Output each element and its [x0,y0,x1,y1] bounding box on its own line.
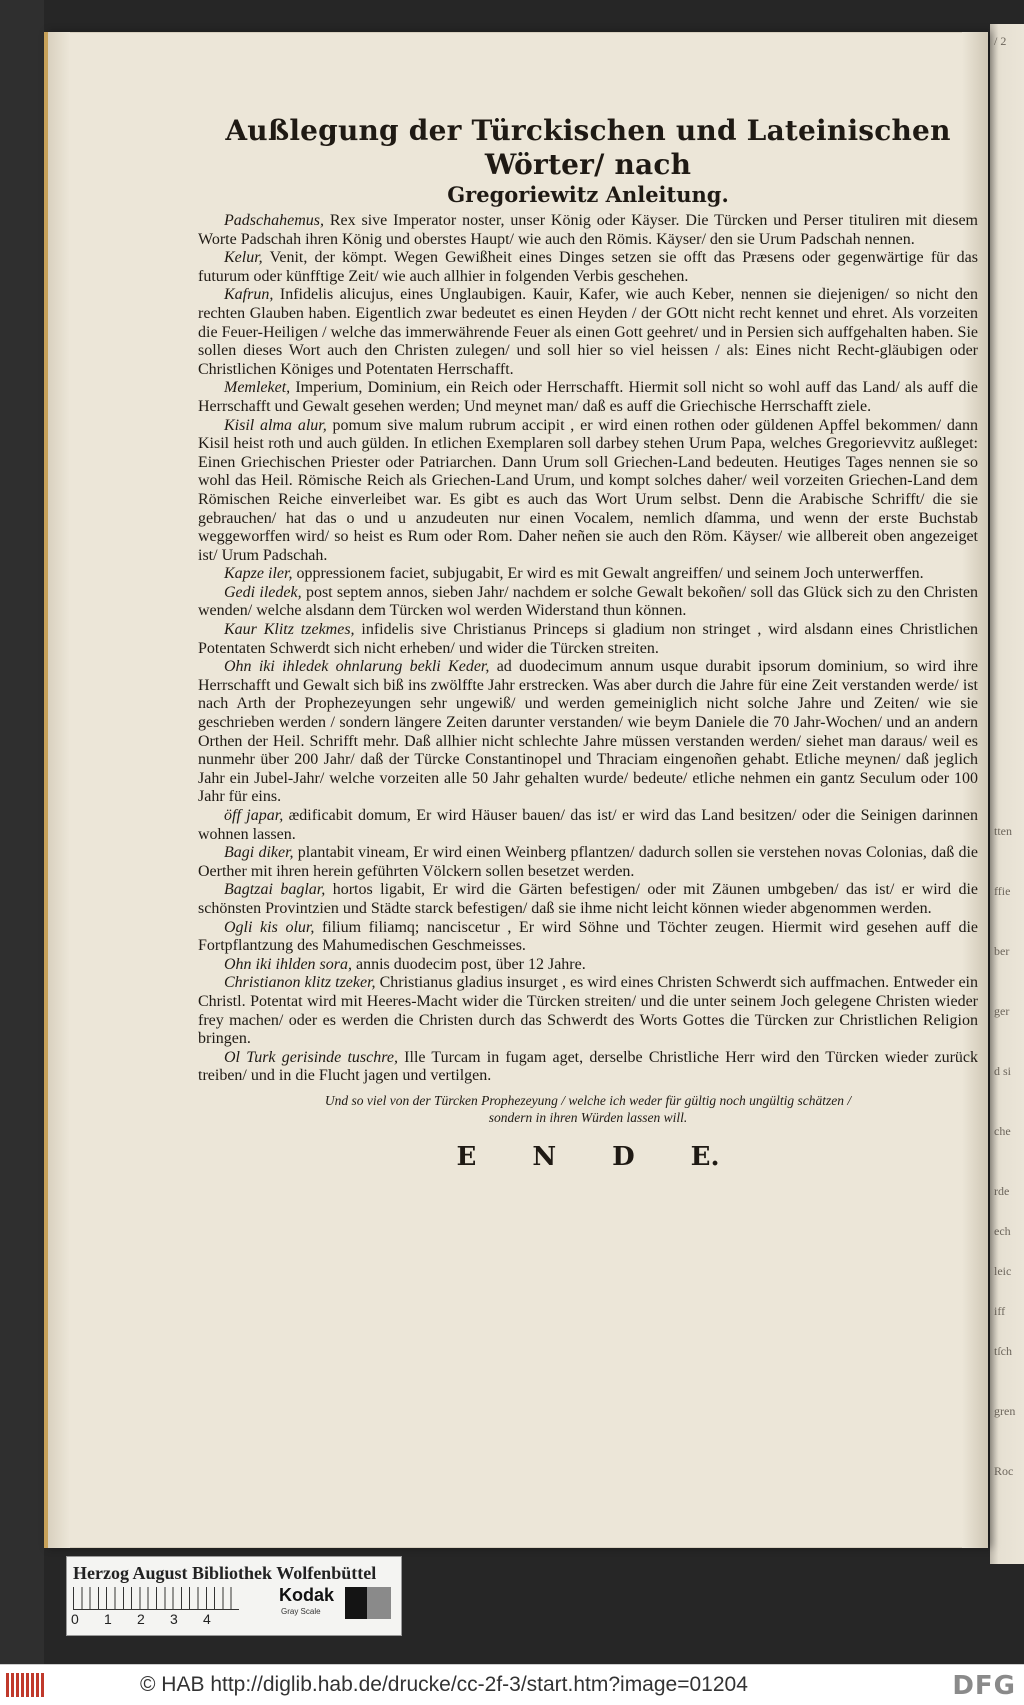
finis-letter: N [532,1141,557,1172]
glossary-term: Kapze iler, [224,565,293,583]
glossary-entry [198,658,978,807]
glossary-term: Memleket, [224,379,291,397]
glossary-entry [198,844,978,881]
glossary-term: Kisil alma alur, [224,416,327,434]
facing-fragment: ber [994,944,1010,958]
glossary-term: Ol Turk gerisinde tuschre, [224,1048,398,1066]
facing-fragment: gren [994,1404,1016,1418]
facing-fragment: tten [994,824,1012,838]
facing-fragment: che [994,1124,1011,1138]
glossary-entry [198,956,978,975]
text-block [198,114,978,1172]
glossary-text: pomum sive malum rubrum accipit , er wird einen rothen oder güldenen Apffel bekommen/ dann Kisil heist roth und auch gülden. In etlichen Exemplaren soll darbey stehen Urum Papa, welches Gregorievvitz außleget: Einen Griechischen Priester oder Patriarchen. Dann Urum soll Griechen-Land bedeuten. Heutiges Tages nennen sie so wohl das Heil. Römische Reich als Griechen-Land Urum, und kompt solches daher/ weil vorzeiten Griechen-Land dem Römischen Reiche einverleibet war. Es gibt es auch das Wort Urum selbst. Denn die Arabische Schrifft/ die sie gebrauchen/ hat das o und u anzudeuten nur einen Vocalem, nemlich dſamma, und wenn der erste Buchstab weggeworffen wird/ so heist es Rum oder Rom. Daher neñen sie auch den Röm. Käyser/ wie allbereit oben angezeiget ist/ Urum Padschah. [198,416,978,564]
facing-fragment: tſch [994,1344,1012,1358]
facing-fragment: rde [994,1184,1010,1198]
glossary-entry [198,881,978,918]
finis-letter: E. [690,1141,720,1172]
glossary-text: hortos ligabit, Er wird die Gärten befestigen/ oder mit Zäunen umbgeben/ das ist/ er wird die schönsten Provintzien und Städte starck befestigen/ daß sie ihme nicht leicht können wieder abgenommen werden. [198,881,978,917]
ruler-number: 0 [71,1611,79,1627]
glossary-entry [198,249,978,286]
facing-fragment: ger [994,1004,1010,1018]
glossary-entry [198,974,978,1048]
finis-letter: D [612,1141,635,1172]
glossary-entry [198,565,978,584]
glossary-term: Ohn iki ihlden sora, [224,955,352,973]
hab-logo-icon [6,1673,46,1697]
glossary-entry [198,417,978,566]
glossary-text: oppressionem faciet, subjugabit, Er wird es mit Gewalt angreiffen/ und seinem Joch unterwerffen. [292,565,924,583]
glossary-term: Christianon klitz tzeker, [224,974,376,992]
facing-fragment: ffie [994,884,1011,898]
glossary-entry [198,286,978,379]
glossary-term: Ogli kis olur, [224,918,315,936]
footer-bar [0,1664,1024,1705]
dfg-logo: DFG [952,1671,1016,1701]
glossary-text: Rex sive Imperator noster, unser König oder Käyser. Die Türcken und Perser tituliren mit diesem Worte Padschah ihren König und oberstes Haupt/ wie auch den Römis. Käyser/ den sie Urum Padschah nennen. [198,212,978,248]
closing-line: Und so viel von der Türcken Prophezeyung / welche ich weder für gültig noch ungültig schätzen / [324,1092,852,1108]
ruler [73,1587,239,1610]
glossary-entry [198,919,978,956]
finis-letter: E [456,1141,477,1172]
page-subtitle: Gregoriewitz Anleitung. [447,182,729,207]
document-page [44,32,988,1548]
facing-fragment: iff [994,1304,1006,1318]
ruler-number: 1 [104,1611,112,1627]
glossary-text: annis duodecim post, über 12 Jahre. [352,955,586,973]
facing-fragment: d si [994,1064,1012,1078]
grayscale-label: Gray Scale [281,1607,321,1616]
gray-patch [367,1587,391,1619]
ruler-number: 4 [203,1611,211,1627]
glossary-text: ædificabit domum, Er wird Häuser bauen/ das ist/ er wird das Land besitzen/ oder die Seinigen darinnen wohnen lassen. [198,807,978,843]
glossary-text: Infidelis alicujus, eines Unglaubigen. Kauir, Kafer, wie auch Keber, nennen sie diejenigen/ so nicht den rechten Glauben haben. Eigentlich zwar bedeutet es einen Heyden / der GOtt nicht recht kennet und ehret. Als vorzeiten die Feuer-Heiligen / welche das immerwährende Feuer als einen Gott geehret/ und in Persien sich auffgehalten haben. Sie sollen dieses Wort auch den Christen zulegen/ und soll hier so viel heissen / als: Eines nicht Recht-gläubigen oder Christlichen Königes und Potentaten Herrschafft. [198,286,978,378]
black-patch [345,1587,367,1619]
facing-fragment: / 2 [994,34,1007,48]
ruler-number: 2 [137,1611,145,1627]
closing-line: sondern in ihren Würden lassen will. [488,1109,688,1125]
glossary-term: öff japar, [224,807,284,824]
facing-fragment: leic [994,1264,1012,1278]
glossary-entry [198,379,978,416]
glossary-term: Ohn iki ihledek ohnlarung bekli Keder, [224,658,490,676]
glossary-entry [198,212,978,249]
scanner-edge [0,0,44,1664]
glossary-entry [198,584,978,621]
glossary-entry [198,1049,978,1086]
facing-page-edge [990,24,1024,1564]
ruler-number: 3 [170,1611,178,1627]
glossary-text: post septem annos, sieben Jahr/ nachdem er solche Gewalt bekoñen/ soll das Glück sich zu den Christen wenden/ welche alsdann dem Türcken wol werden Widerstand thun können. [198,583,979,620]
kodak-logo: Kodak [279,1585,335,1605]
glossary-text: infidelis sive Christianus Princeps si gladium non stringet , wird alsdann eines Christlichen Potentaten Schwerdt sich nicht erheben/ und wider die Türcken streiten. [198,621,979,657]
glossary-text: Christianus gladius insurget , es wird eines Christen Schwerdt sich auffmachen. Entweder ein Christl. Potentat wird mit Heeres-Macht wider die Türcken streiten/ und die unter seinem Joch gelegene Christen wieder frey machen/ oder es werden die Christen durch das Schwerdt des Worts Gottes die Türcken zur Christlichen Religion bringen. [198,974,978,1048]
footer-url[interactable]: © HAB http://diglib.hab.de/drucke/cc-2f-3/start.htm?image=01204 [140,1673,748,1696]
facing-fragment: Roc [994,1464,1014,1478]
ruler-numbers [71,1611,251,1627]
page-title: Außlegung der Türckischen und Lateinischen Wörter/ nach [225,114,951,181]
finis-line [198,1142,978,1172]
facing-fragment: ech [994,1224,1011,1238]
glossary-text: plantabit vineam, Er wird einen Weinberg pflantzen/ dadurch sollen sie verstehen novas Colonias, daß die Oerther mit ihren herein geführten Völckern sollen besetzet werden. [198,844,978,880]
glossary-term: Kafrun, [224,286,274,304]
glossary-text: filium filiamq; nanciscetur , Er wird Söhne und Töchter zeugen. Hiermit wird gesehen auff die Fortpflantzung des Mahumedischen Geschmeisses. [198,918,978,955]
glossary-text: Venit, der kömpt. Wegen Gewißheit eines Dinges setzen sie offt das Præsens oder gegenwärtige für das futurum oder künfftige Zeit/ wie auch allhier in folgenden Verbis geschehen. [198,249,978,285]
library-name: Herzog August Bibliothek Wolfenbüttel [73,1563,377,1583]
glossary-text: Imperium, Dominium, ein Reich oder Herrschafft. Hiermit soll nicht so wohl auff das Land/ als auff die Herrschafft und Gewalt gesehen werden; Und meynet man/ daß es auff die Griechische Herrschafft ziele. [198,379,978,415]
glossary-entry [198,807,978,844]
glossary-term: Bagi diker, [224,844,294,862]
glossary-term: Gedi iledek, [224,583,302,601]
glossary-term: Kaur Klitz tzekmes, [224,621,355,639]
color-reference-card [66,1556,402,1636]
glossary-term: Bagtzai baglar, [224,881,326,899]
glossary-term: Padschahemus, [224,212,324,229]
glossary-entry [198,621,978,658]
glossary-term: Kelur, [224,249,263,267]
glossary-text: ad duodecimum annum usque durabit ipsorum dominium, so wird ihre Herrschafft und Gewalt sich biß ins zwölffte Jahr erstrecken. Was aber durch die Jahre für eine Zeit verstanden werde/ ist nach Arth der Prophezeyungen sehr ungewiß/ und werden gemeiniglich nicht solche Jahre und Zeiten/ wie sie geschrieben werden / sondern längere Zeiten darunter verstanden/ wie beym Daniele die 70 Jahr-Wochen/ und an andern Orthen der Heil. Schrifft mehr. Daß allhier nicht schlechte Jahre müssen verstanden werden/ siehet man daraus/ weil es nunmehr über 200 Jahr/ daß der Türcke Constantinopel und Thraciam eingenoñen gehabt. Etliche meynen/ daß jeglich Jahr ein Jubel-Jahr/ welche vorzeiten alle 50 Jahr gehalten wurde/ bedeute/ etliche nehmen ein gantz Seculum oder 100 Jahr für eins. [198,658,978,806]
glossary-text: Ille Turcam in fugam aget, derselbe Christliche Herr wird den Türcken wieder zurück treiben/ und in die Flucht jagen und vertilgen. [198,1048,978,1085]
